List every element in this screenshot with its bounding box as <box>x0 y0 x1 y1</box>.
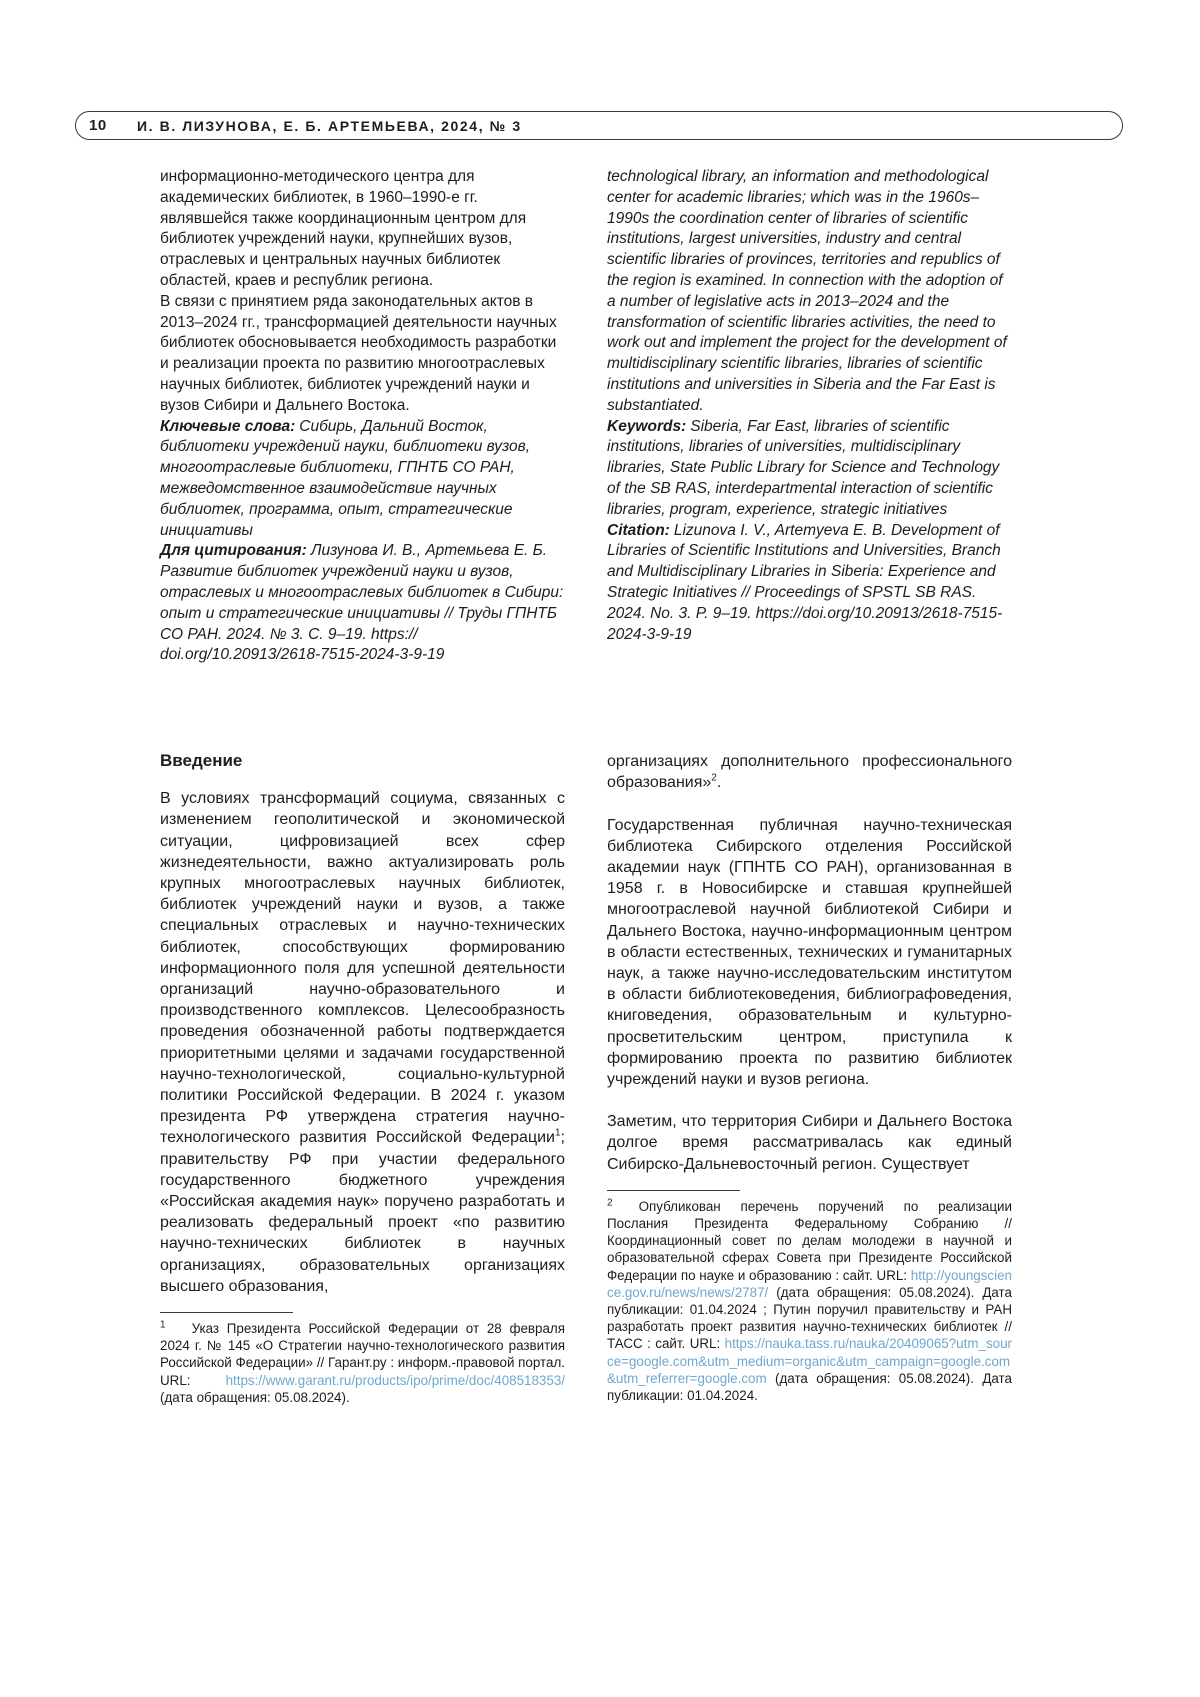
footnote-1-link-garant[interactable]: https://www.garant.ru/products/ipo/prime/doc/408518353/ <box>225 1372 565 1388</box>
abstract-en-paragraph-1: technological library, an information and methodological center for academic libraries; which was in the 1960s–1990s the coordination center of libraries of scientific institutions, largest universities, industry and central scientific libraries of provinces, territories and republics of the region is examined. In connection with the adoption of a number of legislative acts in 2013–2024 and the transformation of scientific libraries activities, the need to work out and implement the project for the development of multidisciplinary scientific libraries, libraries of scientific institutions and universities in Siberia and the Far East is substantiated. <box>607 168 1007 414</box>
introduction-paragraph <box>160 788 565 1297</box>
abstract-ru-paragraph-2: В связи с принятием ряда законодательных актов в 2013–2024 гг., трансформацией деятельности научных библиотек обосновывается необходимость разработки и реализации проекта по развитию многоотраслевых научных библиотек, библиотек учреждений науки и вузов Сибири и Дальнего Востока. <box>160 292 557 414</box>
keywords-text-en: Siberia, Far East, libraries of scientific institutions, libraries of universities, multidisciplinary libraries, State Public Library for Science and Technology of the SB RAS, interdepartmental interaction of scientific libraries, program, experience, strategic initiatives <box>607 417 1000 518</box>
body-text: организациях дополнительного профессионального образования» <box>607 753 1012 792</box>
abstract-ru-paragraph-1: информационно-методического центра для академических библиотек, в 1960–1990-е гг. являвшейся также координационным центром для библиотек учреждений науки, крупнейших вузов, отраслевых и центральных научных библиотек областей, краев и республик региона. <box>160 168 527 289</box>
section-heading-introduction: Введение <box>160 751 243 771</box>
footnote-2-body-cont: (дата обращения: 05.08.2024). Дата публикации: 01.04.2024 ; Путин поручил правительству и РАН разработать проект развития научно-технических библиотек // ТАСС : сайт. URL: <box>607 1284 1012 1352</box>
abstract-ru-citation <box>160 541 565 666</box>
footnote-1-marker: 1 <box>160 1319 166 1331</box>
footnote-2-link-youngscience[interactable]: http://youngscience.gov.ru/news/news/2787/ <box>607 1267 1012 1300</box>
citation-label-ru: Для цитирования: <box>160 542 307 560</box>
abstract-en-keywords <box>607 417 1012 521</box>
page-number: 10 <box>89 117 107 134</box>
footnote-2-body: Опубликован перечень поручений по реализации Послания Президента Федеральному Собранию // Координационный совет по делам молодежи в научной и образовательной сферах Совета при Президенте Российской Федерации по науке и образованию : сайт. URL: <box>607 1198 1012 1283</box>
running-head: И. В. ЛИЗУНОВА, Е. Б. АРТЕМЬЕВА, 2024, № 3 <box>137 117 522 134</box>
keywords-text-ru: Сибирь, Дальний Восток, библиотеки учреждений науки, библиотеки вузов, многоотраслевые библиотеки, ГПНТБ СО РАН, межведомственное взаимодействие научных библиотек, программа, опыт, стратегические инициативы <box>160 417 531 539</box>
footnote-1-text <box>160 1320 565 1406</box>
footnote-2-body-end: (дата обращения: 05.08.2024). Дата публикации: 01.04.2024. <box>607 1370 1012 1404</box>
footnote-separator <box>607 1190 740 1191</box>
footnote-2-text <box>607 1198 1012 1404</box>
footnote-separator <box>160 1312 293 1313</box>
footnote-ref-1: 1 <box>554 1128 561 1140</box>
citation-text-en: Lizunova I. V., Artemyeva E. B. Development of Libraries of Scientific Institutions and Universities, Branch and Multidisciplinary Libraries in Siberia: Experience and Strategic Initiatives // Proceedings of SPSTL SB RAS. 2024. No. 3. P. 9–19. https://doi.org/10.20913/2618-7515-2024-3-9-19 <box>607 521 1003 643</box>
right-column-body <box>607 751 1012 1406</box>
footnote-1-body-cont: (дата обращения: 05.08.2024). <box>160 1389 350 1405</box>
body-paragraph-2: Государственная публичная научно-техническая библиотека Сибирского отделения Российской академии наук (ГПНТБ СО РАН), организованная в 1958 г. в Новосибирске и ставшая крупнейшей многоотраслевой научной библиотекой Сибири и Дальнего Востока, научно-информационным центром в области естественных, технических и гуманитарных наук, а также научно-исследовательским институтом в области библиотековедения, библиографоведения, книговедения, образовательным и культурно-просветительским центром, приступила к формированию проекта по развитию библиотек учреждений науки и вузов региона. <box>607 816 1012 1088</box>
keywords-label-en: Keywords: <box>607 417 687 435</box>
abstract-russian <box>160 167 565 666</box>
citation-text-ru: Лизунова И. В., Артемьева Е. Б. Развитие библиотек учреждений науки и вузов, отраслевых и многоотраслевых библиотек в Сибири: опыт и стратегические инициативы // Труды ГПНТБ СО РАН. 2024. № 3. С. 9–19. https:// doi.org/10.20913/2618-7515-2024-3-9-19 <box>160 542 564 664</box>
abstract-en-citation <box>607 521 1012 646</box>
introduction-text: В условиях трансформаций социума, связанных с изменением геополитической и экономической ситуации, цифровизацией всех сфер жизнедеятельности, важно актуализировать роль крупных многоотраслевых научных библиотек, библиотек учреждений науки и вузов, а также специальных отраслевых и научно-технических библиотек, способствующих формированию информационного поля для успешной деятельности организаций научно-образовательного и производственного комплексов. Целесообразность проведения обозначенной работы подтверждается приоритетными целями и задачами государственной научно-технологической, социально-культурной политики Российской Федерации. В 2024 г. указом президента РФ утверждена стратегия научно-технологического развития Российской Федерации <box>160 790 565 1147</box>
footnote-1-body: Указ Президента Российской Федерации от 28 февраля 2024 г. № 145 «О Стратегии научно-технологического развития Российской Федерации» // Гарант.ру : информ.-правовой портал. URL: <box>160 1321 565 1388</box>
body-text-cont: . <box>716 774 722 792</box>
footnote-1 <box>160 1312 565 1406</box>
footnote-2 <box>607 1190 1012 1404</box>
citation-label-en: Citation: <box>607 521 670 539</box>
page-header <box>75 111 1123 140</box>
footnote-2-marker: 2 <box>607 1197 613 1209</box>
keywords-label-ru: Ключевые слова: <box>160 417 296 435</box>
abstract-english <box>607 167 1012 666</box>
body-paragraph-3: Заметим, что территория Сибири и Дальнего Востока долгое время рассматривалась как единый Сибирско-Дальневосточный регион. Существует <box>607 1113 1012 1173</box>
footnote-ref-2: 2 <box>711 773 717 784</box>
body-paragraph-1 <box>607 751 1012 793</box>
footnote-2-link-tass[interactable]: https://nauka.tass.ru/nauka/20409065?utm_source=google.com&utm_medium=organic&utm_campaign=google.com&utm_referrer=google.com <box>607 1336 1012 1386</box>
introduction-text-cont: ; правительству РФ при участии федерального государственного бюджетного учреждения «Российская академия наук» поручено разработать и реализовать федеральный проект «по развитию научно-технических библиотек в научных организациях, образовательных организациях высшего образования, <box>160 1129 565 1295</box>
abstract-ru-keywords <box>160 417 565 542</box>
page-content <box>160 167 1012 1406</box>
introduction-section <box>160 751 565 1406</box>
